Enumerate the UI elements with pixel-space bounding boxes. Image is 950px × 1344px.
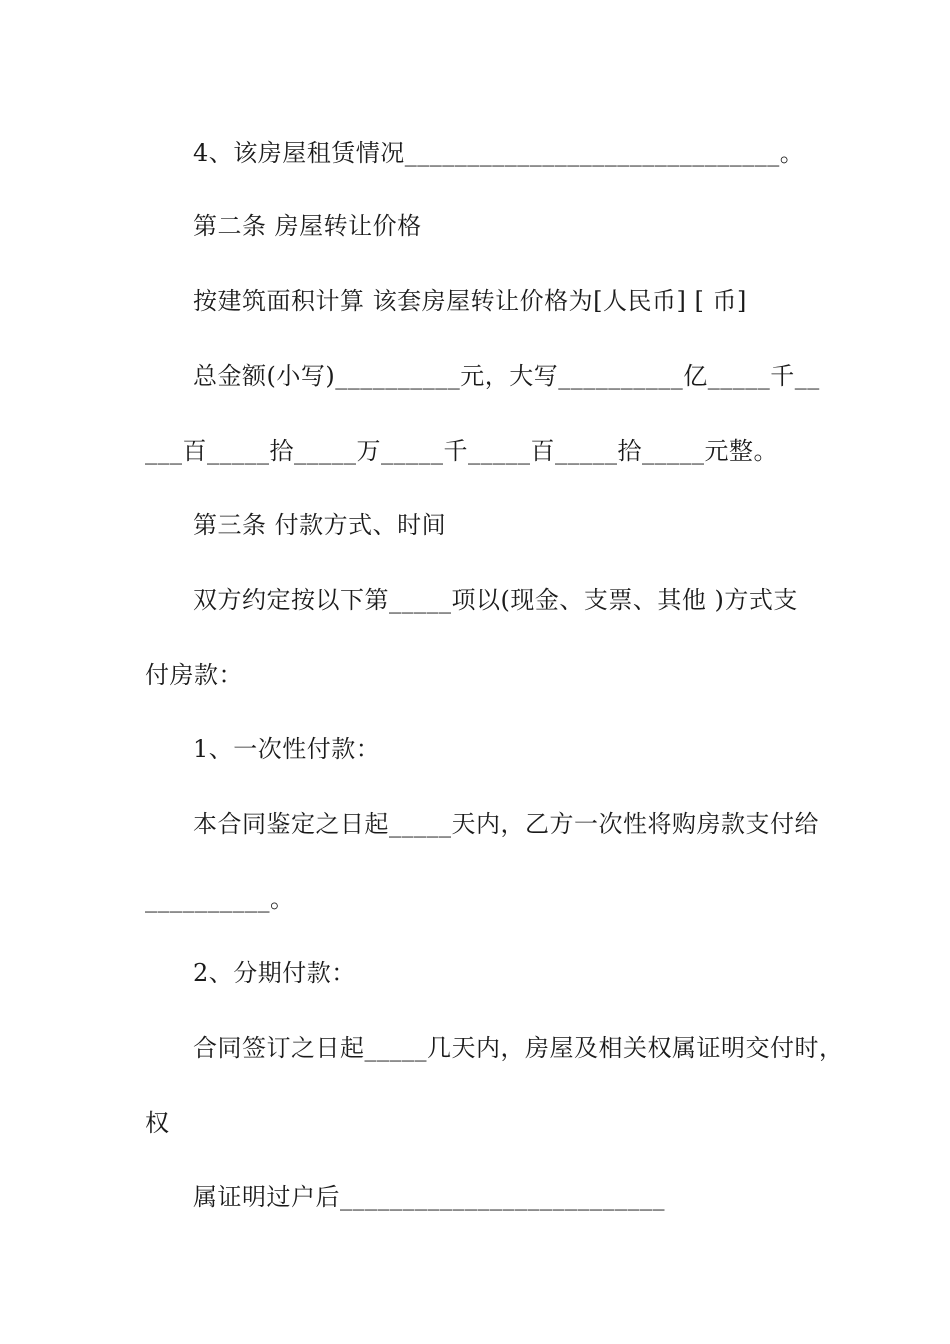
article-two-heading: 第二条 房屋转让价格 bbox=[193, 212, 422, 240]
rental-status-line: 4、该房屋租赁情况______________________________。 bbox=[193, 139, 805, 167]
payment-method-line: 双方约定按以下第_____项以(现金、支票、其他 )方式支 bbox=[193, 586, 798, 614]
lump-sum-clause: 本合同鉴定之日起_____天内，乙方一次性将购房款支付给 bbox=[193, 810, 819, 838]
installment-heading: 2、分期付款： bbox=[193, 959, 356, 987]
lump-sum-heading: 1、一次性付款： bbox=[193, 735, 381, 763]
payment-method-continuation: 付房款： bbox=[145, 661, 243, 689]
installment-clause-continuation: 权 bbox=[145, 1109, 170, 1137]
installment-clause: 合同签订之日起_____几天内，房屋及相关权属证明交付时， bbox=[193, 1034, 844, 1062]
article-three-heading: 第三条 付款方式、时间 bbox=[193, 511, 447, 539]
total-amount-line: 总金额(小写)__________元，大写__________亿_____千__ bbox=[193, 362, 820, 390]
price-basis-line: 按建筑面积计算 该套房屋转让价格为[人民币] [ 币] bbox=[193, 287, 747, 315]
amount-uppercase-line: ___百_____拾_____万_____千_____百_____拾_____元整。 bbox=[145, 437, 778, 465]
lump-sum-payee-line: __________。 bbox=[145, 885, 295, 913]
title-transfer-line: 属证明过户后__________________________ bbox=[193, 1183, 665, 1211]
